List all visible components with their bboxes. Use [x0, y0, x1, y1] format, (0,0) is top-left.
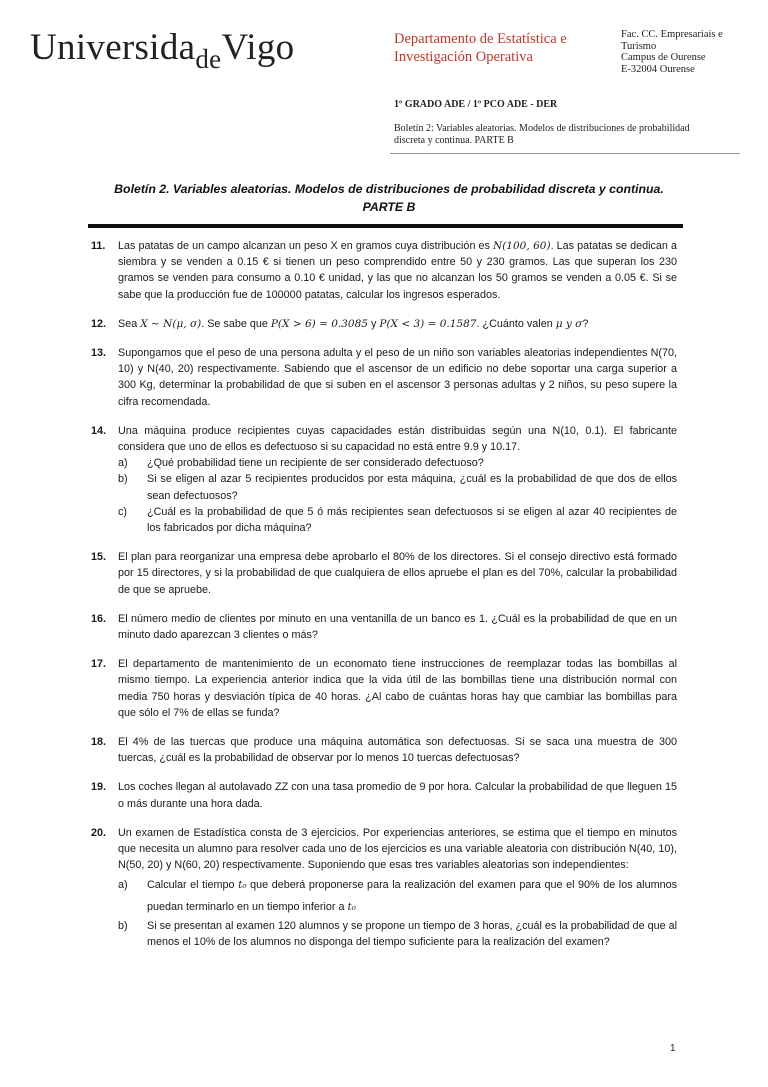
problem-13: 13. Supongamos que el peso de una persona adulta y el peso de un niño son variables aleatorias independientes N(70, 10) y N(40, 20) respectivamente. Sabiendo que el ascensor de un edificio no debe soportar una carga superior a 300 Kg, determinar la probabilidad de que si suben en el ascensor 3 personas adultas y 2 niños, su peso supere la cifra recomendada.	[91, 347, 677, 408]
problem-11: 11. Las patatas de un campo alcanzan un peso X en gramos cuya distribución es N(100, 60). Las patatas se dedican a siembra y se venden a 0.15 € si tienen un peso comprendido entre 50 y 230 gramos. Las que superan los 230 gramos se venden para consumo a 0.10 € unidad, y las que no alcanzan los 50 gramos se venden a 0.05 €. Si se sabe que la producción fue de 100000 patatas, calcular los ingresos esperados.	[91, 240, 678, 301]
title-rule	[88, 224, 683, 228]
document-title: Boletín 2. Variables aleatorias. Modelos de distribuciones de probabilidad discreta y continua. PARTE B	[114, 182, 664, 214]
problem-16: 16. El número medio de clientes por minuto en una ventanilla de un banco es 1. ¿Cuál es la probabilidad de que en un minuto dado aparezcan 3 clientes o más?	[91, 612, 677, 642]
page-header	[0, 0, 768, 160]
problem-number: 19.	[91, 781, 107, 794]
problem-list	[91, 238, 677, 963]
problem-number: 18.	[91, 736, 107, 749]
problem-number: 14.	[91, 424, 107, 437]
sub-question-c: c) ¿Cuál es la probabilidad de que 5 ó más recipientes sean defectuosos si se eligen al azar 40 recipientes de los fabricados por dicha máquina?	[118, 505, 677, 535]
problem-17: 17. El departamento de mantenimiento de un economato tiene instrucciones de reemplazar todas las bombillas al mismo tiempo. La experiencia anterior indica que la vida útil de las bombillas tiene una distribución normal con media 750 horas y desviación típica de 40 horas. ¿Al cabo de cuántas horas hay que cambiar las bombillas para que sólo el 7% de ellas se funda?	[91, 658, 677, 719]
problem-number: 17.	[91, 658, 107, 671]
faculty-address: Fac. CC. Empresariais e Turismo Campus de Ourense E-32004 Ourense	[621, 29, 723, 75]
problem-number: 20.	[91, 826, 107, 839]
university-logo: Universida$_{de}$Vigo	[30, 27, 295, 74]
department-name: Departamento de Estatística e Investigación Operativa	[394, 31, 567, 65]
problem-20: 20. Un examen de Estadística consta de 3 ejercicios. Por experiencias anteriores, se estima que el tiempo en minutos que necesita un alumno para resolver cada uno de los ejercicios es una variable aleatoria con distribución N(40, 10), N(50, 20) y N(60, 20) respectivamente. Suponiendo que esas tres variables aleatorias son independientes: a) Calcular el tiempo t₀ que deberá proponerse para la realización del examen para que el 90% de los alumnos puedan terminarlo en un tiempo inferior a t₀ b) Si se presentan al examen 120 alumnos y se propone un tiempo de 3 horas, ¿cuál es la probabilidad de que al menos el 10% de los alumnos no disponga del tiempo suficiente para la realización del examen?	[91, 825, 677, 950]
problem-number: 11.	[91, 240, 106, 252]
problem-14: 14. Una máquina produce recipientes cuyas capacidades están distribuidas según una N(10, 0.1). El fabricante considera que uno de ellos es defectuoso si su capacidad no está entre 9.9 y 10.17. a) ¿Qué probabilidad tiene un recipiente de ser considerado defectuoso? b) Si se eligen al azar 5 recipientes producidos por esta máquina, ¿cuál es la probabilidad de que dos de ellos sean defectuosos? c) ¿Cuál es la probabilidad de que 5 ó más recipientes sean defectuosos si se eligen al azar 40 recipientes de los fabricados por dicha máquina?	[91, 423, 677, 536]
problem-15: 15. El plan para reorganizar una empresa debe aprobarlo el 80% de los directores. Si el consejo directivo está formado por 15 directores, y si la probabilidad de que cualquiera de ellos apruebe el plan es del 70%, calcular la probabilidad de que se apruebe.	[91, 551, 677, 596]
problem-12: 12. Sea X ∼ N(μ, σ). Se sabe que P(X > 6) = 0.3085 y P(X < 3) = 0.1587. ¿Cuánto valen μ y σ?	[91, 316, 677, 332]
page-number: 1	[670, 1043, 676, 1054]
problem-18: 18. El 4% de las tuercas que produce una máquina automática son defectuosas. Si se saca una muestra de 300 tuercas, ¿cuál es la probabilidad de observar por lo menos 10 tuercas defectuosas?	[91, 736, 677, 765]
course-name: 1º GRADO ADE / 1º PCO ADE - DER	[394, 99, 558, 110]
sub-question-a: a) ¿Qué probabilidad tiene un recipiente de ser considerado defectuoso?	[118, 457, 484, 470]
problem-number: 15.	[91, 551, 107, 564]
problem-number: 12.	[91, 317, 107, 330]
header-divider	[390, 153, 740, 154]
problem-number: 16.	[91, 612, 107, 625]
sub-question-a: a) Calcular el tiempo t₀ que deberá proponerse para la realización del examen para que el 90% de los alumnos puedan terminarlo en un tiempo inferior a t₀	[118, 878, 677, 913]
sub-question-b: b) Si se eligen al azar 5 recipientes producidos por esta máquina, ¿cuál es la probabilidad de que dos de ellos sean defectuosos?	[118, 473, 677, 502]
problem-19: 19. Los coches llegan al autolavado ZZ con una tasa promedio de 9 por hora. Calcular la probabilidad de que lleguen 15 o más durante una hora dada.	[91, 781, 677, 810]
sub-question-b: b) Si se presentan al examen 120 alumnos y se propone un tiempo de 3 horas, ¿cuál es la probabilidad de que al menos el 10% de los alumnos no disponga del tiempo suficiente para la realización del examen?	[118, 919, 677, 948]
header-subtitle: Boletín 2: Variables aleatorias. Modelos de distribuciones de probabilidad discreta y continua. PARTE B	[394, 123, 690, 146]
problem-number: 13.	[91, 347, 107, 360]
